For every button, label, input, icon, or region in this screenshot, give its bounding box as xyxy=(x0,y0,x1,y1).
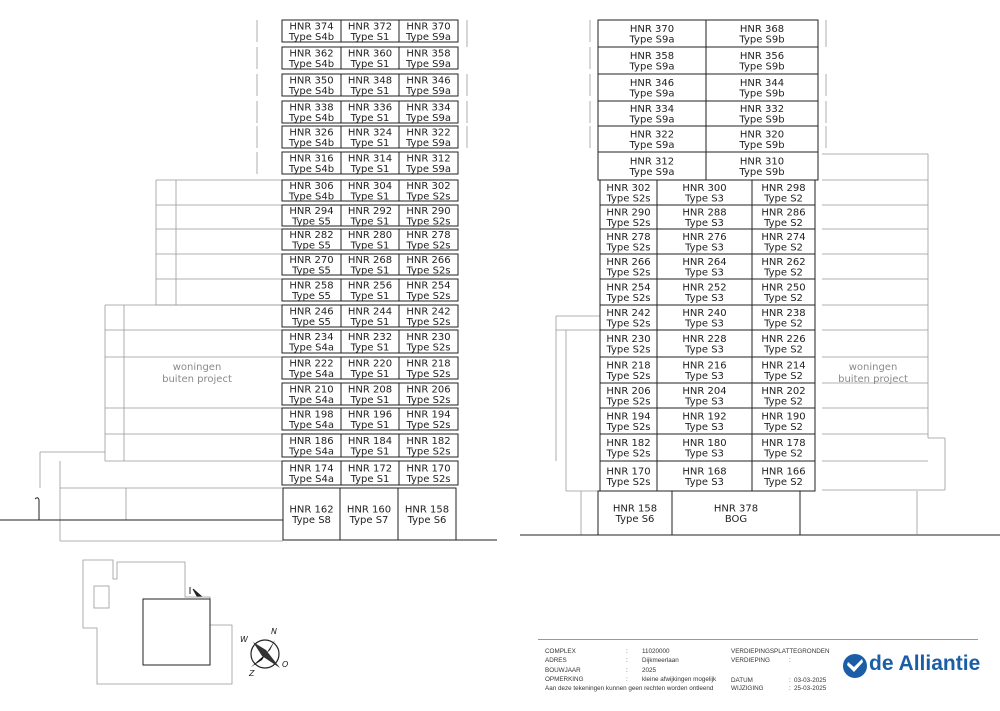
right-ground-row-unit-type: BOG xyxy=(724,514,748,525)
right-lower-row-unit-number: HNR 262 xyxy=(761,257,806,268)
right-lower-row-unit-type: Type S2 xyxy=(764,344,803,356)
left-upper-row-unit-type: Type S4b xyxy=(288,113,335,124)
right-lower-row-unit-type: Type S3 xyxy=(685,371,724,382)
right-ground-row-unit-type: Type S6 xyxy=(615,514,655,525)
left-lower-row-unit-number: HNR 258 xyxy=(289,280,334,292)
right-lower-row-unit-type: Type S2s xyxy=(606,422,651,433)
left-lower-row-unit-type: Type S1 xyxy=(350,317,390,328)
right-upper-row-unit-type: Type S9b xyxy=(739,88,785,100)
right-upper-row-unit-type: Type S9a xyxy=(629,88,675,100)
left-lower-row-unit-type: Type S1 xyxy=(350,265,390,277)
right-lower-row-unit-type: Type S3 xyxy=(685,318,724,330)
right-outside-label-line1: woningen xyxy=(848,362,898,373)
left-lower-row-unit-number: HNR 290 xyxy=(406,206,451,217)
left-lower-row-unit-number: HNR 254 xyxy=(406,280,451,292)
right-lower-row-unit-type: Type S3 xyxy=(685,344,724,356)
right-lower-row-unit-type: Type S2 xyxy=(764,242,803,254)
verdieping-sep: : xyxy=(789,657,791,664)
complex-sep: : xyxy=(626,648,628,655)
right-lower-row-unit-number: HNR 194 xyxy=(606,411,651,423)
right-lower-row-unit-number: HNR 274 xyxy=(761,232,806,243)
left-ground-row-unit-number: HNR 162 xyxy=(289,504,334,516)
compass-z-label: Z xyxy=(249,669,255,678)
left-ground-row-unit-number: HNR 158 xyxy=(404,504,450,516)
left-lower-row-unit-number: HNR 198 xyxy=(289,409,334,421)
right-lower-row-unit-number: HNR 178 xyxy=(761,438,806,449)
right-lower-row-unit-number: HNR 166 xyxy=(761,466,806,478)
right-lower-row-unit-number: HNR 214 xyxy=(761,360,806,372)
right-upper-row-unit-number: HNR 334 xyxy=(629,104,675,115)
left-lower-row-unit-number: HNR 222 xyxy=(289,358,334,370)
compass-rose xyxy=(240,627,288,678)
opmerking-value: kleine afwijkingen mogelijk xyxy=(642,676,717,683)
right-lower-row-unit-type: Type S2s xyxy=(606,477,651,488)
right-lower-row-unit-number: HNR 278 xyxy=(606,232,651,243)
left-upper-row-unit-number: HNR 348 xyxy=(347,75,393,87)
left-upper-row-unit-number: HNR 374 xyxy=(289,21,334,33)
site-view-marker xyxy=(190,587,201,596)
right-lower-row-unit-number: HNR 264 xyxy=(682,257,727,268)
right-upper-row-unit-number: HNR 358 xyxy=(629,51,675,62)
right-lower-row-unit-type: Type S2s xyxy=(606,242,651,254)
left-upper-row-unit-number: HNR 316 xyxy=(289,153,334,165)
right-lower-row-unit-type: Type S2 xyxy=(764,293,803,304)
left-lower-row-unit-number: HNR 266 xyxy=(406,255,451,266)
compass-n-label: N xyxy=(271,627,277,636)
compass-w-label: W xyxy=(240,635,248,644)
left-lower-row-unit-number: HNR 280 xyxy=(347,230,393,241)
left-lower-row-unit-number: HNR 294 xyxy=(289,206,334,217)
left-lower-row-unit-number: HNR 210 xyxy=(289,384,334,396)
right-upper-row-unit-type: Type S9b xyxy=(739,34,785,46)
bouwjaar-value: 2025 xyxy=(642,667,657,674)
right-lower-row-unit-number: HNR 168 xyxy=(682,466,727,478)
right-upper-row-unit-number: HNR 332 xyxy=(739,104,785,115)
left-ground-row-unit-number: HNR 160 xyxy=(346,504,392,516)
left-upper-row-unit-number: HNR 372 xyxy=(347,21,393,33)
complex-value: 11020000 xyxy=(642,648,670,655)
left-plan-units xyxy=(282,20,458,540)
right-lower-row-unit-type: Type S2 xyxy=(764,218,803,229)
left-lower-row-unit-number: HNR 244 xyxy=(347,306,393,318)
left-upper-row-unit-type: Type S1 xyxy=(350,113,390,124)
left-upper-row-unit-number: HNR 346 xyxy=(406,75,451,87)
left-lower-row-unit-type: Type S1 xyxy=(350,395,390,406)
left-lower-row-unit-type: Type S4a xyxy=(289,474,334,485)
right-lower-row-unit-type: Type S3 xyxy=(685,396,724,408)
left-lower-row-unit-type: Type S4a xyxy=(289,342,334,354)
left-lower-row-unit-number: HNR 292 xyxy=(347,206,393,217)
left-lower-row-unit-type: Type S2s xyxy=(406,291,451,302)
left-upper-row-unit-type: Type S1 xyxy=(350,59,390,70)
right-lower-row-unit-type: Type S3 xyxy=(685,242,724,254)
left-upper-row-unit-type: Type S4b xyxy=(288,59,335,70)
left-upper-row-unit-type: Type S9a xyxy=(406,86,451,97)
left-lower-row-unit-type: Type S4a xyxy=(289,395,334,406)
compass-o-label: O xyxy=(282,660,289,669)
right-upper-row-unit-number: HNR 368 xyxy=(739,24,785,35)
left-upper-row-unit-type: Type S9a xyxy=(406,164,451,175)
left-lower-row-unit-number: HNR 278 xyxy=(406,230,451,241)
left-upper-row-unit-number: HNR 336 xyxy=(347,102,393,114)
left-lower-row-unit-type: Type S5 xyxy=(292,240,331,252)
right-lower-row-unit-number: HNR 266 xyxy=(606,257,651,268)
left-lower-row-unit-type: Type S1 xyxy=(350,474,390,485)
right-lower-row-unit-number: HNR 218 xyxy=(606,360,651,372)
wijziging-value: 25-03-2025 xyxy=(794,685,827,692)
right-upper-row-unit-number: HNR 320 xyxy=(739,129,785,141)
right-ground-row-unit-number: HNR 158 xyxy=(612,503,658,515)
left-lower-row-unit-number: HNR 306 xyxy=(289,181,334,192)
right-upper-row-unit-number: HNR 344 xyxy=(739,78,785,89)
datum-sep: : xyxy=(789,677,791,684)
right-lower-row-unit-type: Type S3 xyxy=(685,293,724,304)
right-lower-row-unit-number: HNR 170 xyxy=(606,466,651,478)
right-lower-row-unit-number: HNR 300 xyxy=(682,183,727,194)
left-lower-row-unit-type: Type S2s xyxy=(406,446,451,458)
right-upper-row-unit-number: HNR 310 xyxy=(739,156,785,168)
right-lower-row-unit-type: Type S3 xyxy=(685,422,724,433)
left-upper-row-unit-number: HNR 370 xyxy=(406,21,451,33)
left-lower-row-unit-type: Type S2s xyxy=(406,342,451,354)
left-lower-row-unit-type: Type S1 xyxy=(350,216,390,228)
right-upper-row-unit-number: HNR 312 xyxy=(629,156,675,168)
left-lower-row-unit-number: HNR 186 xyxy=(289,436,334,447)
right-plan-units xyxy=(598,20,818,535)
right-lower-row-unit-type: Type S2s xyxy=(606,267,651,279)
left-lower-row-unit-type: Type S2s xyxy=(406,369,451,380)
left-lower-row-unit-number: HNR 232 xyxy=(347,332,393,343)
left-outside-label-line1: woningen xyxy=(172,362,222,373)
left-lower-row-unit-number: HNR 268 xyxy=(347,255,393,266)
right-lower-row-unit-number: HNR 242 xyxy=(606,308,651,319)
left-lower-row-unit-type: Type S2s xyxy=(406,395,451,406)
right-upper-row-unit-number: HNR 370 xyxy=(629,24,675,35)
left-lower-row-unit-number: HNR 220 xyxy=(347,358,393,370)
left-upper-row-unit-type: Type S1 xyxy=(350,164,390,175)
right-lower-row-unit-type: Type S2 xyxy=(764,193,803,205)
left-upper-row-unit-number: HNR 322 xyxy=(406,127,451,139)
left-lower-row-unit-type: Type S4a xyxy=(289,420,334,431)
left-lower-row-unit-number: HNR 172 xyxy=(347,463,393,475)
right-upper-row-unit-type: Type S9b xyxy=(739,114,785,126)
left-lower-row-unit-type: Type S2s xyxy=(406,265,451,277)
right-lower-row-unit-type: Type S2 xyxy=(764,422,803,433)
right-lower-row-unit-number: HNR 238 xyxy=(761,308,806,319)
left-lower-row-unit-number: HNR 196 xyxy=(347,409,393,421)
left-upper-row-unit-type: Type S4b xyxy=(288,138,335,149)
right-lower-row-unit-type: Type S2 xyxy=(764,448,803,460)
right-lower-row-unit-type: Type S2 xyxy=(764,371,803,382)
left-lower-row-unit-type: Type S5 xyxy=(292,216,331,228)
opmerking-label: OPMERKING xyxy=(545,676,584,683)
left-upper-row-unit-type: Type S1 xyxy=(350,86,390,97)
datum-value: 03-03-2025 xyxy=(794,677,827,684)
right-lower-row-unit-type: Type S3 xyxy=(685,448,724,460)
right-lower-row-unit-number: HNR 192 xyxy=(682,411,727,423)
wijziging-label: WIJZIGING xyxy=(731,685,764,692)
right-upper-row-unit-type: Type S9b xyxy=(739,61,785,73)
site-building xyxy=(143,599,210,665)
left-upper-row-unit-type: Type S1 xyxy=(350,32,390,43)
left-upper-row-unit-number: HNR 338 xyxy=(289,102,334,114)
wijziging-sep: : xyxy=(789,685,791,692)
right-upper-row-unit-type: Type S9b xyxy=(739,140,785,151)
opmerking-sep: : xyxy=(626,676,628,683)
left-lower-row-unit-number: HNR 206 xyxy=(406,384,451,396)
right-lower-row-unit-type: Type S3 xyxy=(685,218,724,229)
right-lower-row-unit-type: Type S2s xyxy=(606,318,651,330)
left-upper-row-unit-type: Type S9a xyxy=(406,138,451,149)
verdieping-label: VERDIEPING xyxy=(731,657,770,664)
left-lower-row-unit-type: Type S1 xyxy=(350,291,390,302)
left-upper-row-unit-number: HNR 326 xyxy=(289,127,334,139)
right-lower-row-unit-type: Type S2s xyxy=(606,218,651,229)
right-lower-row-unit-number: HNR 290 xyxy=(606,207,651,219)
right-lower-row-unit-type: Type S2 xyxy=(764,477,803,488)
right-upper-row-unit-type: Type S9a xyxy=(629,167,675,178)
left-lower-row-unit-type: Type S2s xyxy=(406,420,451,431)
left-lower-row-unit-type: Type S2s xyxy=(406,191,451,203)
left-lower-row-unit-number: HNR 302 xyxy=(406,181,451,192)
left-lower-row-unit-type: Type S1 xyxy=(350,342,390,354)
right-outside-label-line2: buiten project xyxy=(838,374,908,385)
left-lower-row-unit-number: HNR 234 xyxy=(289,332,334,343)
right-lower-row-unit-number: HNR 298 xyxy=(761,183,806,194)
left-lower-row-unit-number: HNR 242 xyxy=(406,306,451,318)
left-lower-row-unit-type: Type S4b xyxy=(288,191,335,203)
left-outside-label-line2: buiten project xyxy=(162,374,232,385)
right-upper-row-unit-type: Type S9a xyxy=(629,34,675,46)
left-lower-row-unit-number: HNR 174 xyxy=(289,463,334,475)
drawing-title: VERDIEPINGSPLATTEGRONDEN xyxy=(731,648,830,655)
left-upper-row-unit-number: HNR 362 xyxy=(289,48,334,60)
right-lower-row-unit-type: Type S2s xyxy=(606,396,651,408)
left-lower-row-unit-number: HNR 170 xyxy=(406,463,451,475)
left-upper-row-unit-number: HNR 350 xyxy=(289,75,334,87)
left-upper-row-unit-number: HNR 360 xyxy=(347,48,393,60)
right-lower-row-unit-type: Type S2 xyxy=(764,318,803,330)
left-lower-row-unit-type: Type S1 xyxy=(350,240,390,252)
right-lower-row-unit-type: Type S2s xyxy=(606,344,651,356)
left-lower-row-unit-type: Type S1 xyxy=(350,420,390,431)
left-ground-row-unit-type: Type S6 xyxy=(407,515,447,526)
left-lower-row-unit-number: HNR 246 xyxy=(289,306,334,318)
right-lower-row-unit-number: HNR 288 xyxy=(682,207,727,219)
left-lower-row-unit-type: Type S4a xyxy=(289,446,334,458)
left-upper-row-unit-number: HNR 324 xyxy=(347,127,393,139)
right-lower-row-unit-number: HNR 190 xyxy=(761,411,806,423)
right-upper-row-unit-type: Type S9a xyxy=(629,61,675,73)
complex-label: COMPLEX xyxy=(545,648,576,655)
left-lower-row-unit-number: HNR 184 xyxy=(347,436,393,447)
right-lower-row-unit-number: HNR 180 xyxy=(682,438,727,449)
disclaimer: Aan deze tekeningen kunnen geen rechten worden ontleend xyxy=(545,685,714,692)
right-ground-row-unit-number: HNR 378 xyxy=(713,503,759,515)
right-lower-row-unit-type: Type S2s xyxy=(606,293,651,304)
right-upper-row-unit-number: HNR 356 xyxy=(739,51,785,62)
right-lower-row-unit-number: HNR 202 xyxy=(761,386,806,397)
left-ground-row-unit-type: Type S8 xyxy=(292,515,331,526)
right-lower-row-unit-number: HNR 252 xyxy=(682,282,727,294)
right-upper-row-unit-type: Type S9a xyxy=(629,140,675,151)
bouwjaar-label: BOUWJAAR xyxy=(545,667,581,674)
right-lower-row-unit-number: HNR 216 xyxy=(682,360,727,372)
left-lower-row-unit-type: Type S5 xyxy=(292,291,331,302)
left-lower-row-unit-number: HNR 194 xyxy=(406,409,451,421)
left-lower-row-unit-number: HNR 208 xyxy=(347,384,393,396)
right-lower-row-unit-number: HNR 228 xyxy=(682,334,727,345)
site-small-rect xyxy=(94,586,109,608)
left-lower-row-unit-type: Type S1 xyxy=(350,446,390,458)
left-upper-row-unit-number: HNR 312 xyxy=(406,153,451,165)
left-ground-row-unit-type: Type S7 xyxy=(349,515,389,526)
right-lower-row-unit-type: Type S3 xyxy=(685,193,724,205)
right-upper-row-unit-type: Type S9b xyxy=(739,167,785,178)
left-upper-row-unit-type: Type S4b xyxy=(288,32,335,43)
right-lower-row-unit-type: Type S2s xyxy=(606,193,651,205)
left-upper-row-unit-type: Type S9a xyxy=(406,59,451,70)
brand-logo-icon xyxy=(842,653,868,679)
right-lower-row-unit-number: HNR 240 xyxy=(682,308,727,319)
right-lower-row-unit-number: HNR 182 xyxy=(606,438,651,449)
adres-sep: : xyxy=(626,657,628,664)
left-lower-row-unit-type: Type S2s xyxy=(406,474,451,485)
right-lower-row-unit-number: HNR 206 xyxy=(606,386,651,397)
left-upper-row-unit-type: Type S9a xyxy=(406,113,451,124)
left-lower-row-unit-number: HNR 256 xyxy=(347,280,393,292)
right-lower-row-unit-type: Type S2s xyxy=(606,371,651,382)
site-key-plan xyxy=(83,560,232,684)
left-lower-row-unit-type: Type S1 xyxy=(350,369,390,380)
left-upper-row-unit-number: HNR 314 xyxy=(347,153,393,165)
left-lower-row-unit-number: HNR 304 xyxy=(347,181,393,192)
right-lower-row-unit-type: Type S3 xyxy=(685,267,724,279)
left-lower-row-unit-number: HNR 182 xyxy=(406,436,451,447)
right-lower-row-unit-number: HNR 286 xyxy=(761,207,806,219)
left-lower-row-unit-type: Type S4a xyxy=(289,369,334,380)
right-lower-row-unit-number: HNR 250 xyxy=(761,282,806,294)
right-lower-row-unit-number: HNR 302 xyxy=(606,183,651,194)
adres-label: ADRES xyxy=(545,657,567,664)
right-lower-row-unit-number: HNR 254 xyxy=(606,282,651,294)
left-upper-row-unit-type: Type S4b xyxy=(288,164,335,175)
left-lower-row-unit-type: Type S1 xyxy=(350,191,390,203)
right-lower-row-unit-number: HNR 230 xyxy=(606,334,651,345)
left-lower-row-unit-number: HNR 218 xyxy=(406,358,451,370)
left-upper-row-unit-type: Type S4b xyxy=(288,86,335,97)
right-lower-row-unit-number: HNR 204 xyxy=(682,386,727,397)
right-upper-row-unit-type: Type S9a xyxy=(629,114,675,126)
right-lower-row-unit-number: HNR 276 xyxy=(682,232,727,243)
left-upper-row-unit-type: Type S1 xyxy=(350,138,390,149)
left-upper-row-unit-type: Type S9a xyxy=(406,32,451,43)
right-lower-row-unit-type: Type S2s xyxy=(606,448,651,460)
left-lower-row-unit-type: Type S5 xyxy=(292,265,331,277)
brand-name: de Alliantie xyxy=(869,652,981,675)
left-lower-row-unit-type: Type S5 xyxy=(292,317,331,328)
left-lower-row-unit-type: Type S2s xyxy=(406,240,451,252)
right-lower-row-unit-type: Type S3 xyxy=(685,477,724,488)
left-lower-row-unit-number: HNR 270 xyxy=(289,255,334,266)
left-lower-row-unit-type: Type S2s xyxy=(406,216,451,228)
left-lower-row-unit-number: HNR 230 xyxy=(406,332,451,343)
left-upper-row-unit-number: HNR 358 xyxy=(406,48,451,60)
right-lower-row-unit-type: Type S2 xyxy=(764,267,803,279)
left-upper-row-unit-number: HNR 334 xyxy=(406,102,451,114)
left-lower-row-unit-number: HNR 282 xyxy=(289,230,334,241)
bouwjaar-sep: : xyxy=(626,667,628,674)
left-lower-row-unit-type: Type S2s xyxy=(406,317,451,328)
right-lower-row-unit-number: HNR 226 xyxy=(761,334,806,345)
right-upper-row-unit-number: HNR 322 xyxy=(629,129,675,141)
datum-label: DATUM xyxy=(731,677,753,684)
right-lower-row-unit-type: Type S2 xyxy=(764,396,803,408)
right-upper-row-unit-number: HNR 346 xyxy=(629,78,675,89)
adres-value: Dijkmeerlaan xyxy=(642,657,679,664)
